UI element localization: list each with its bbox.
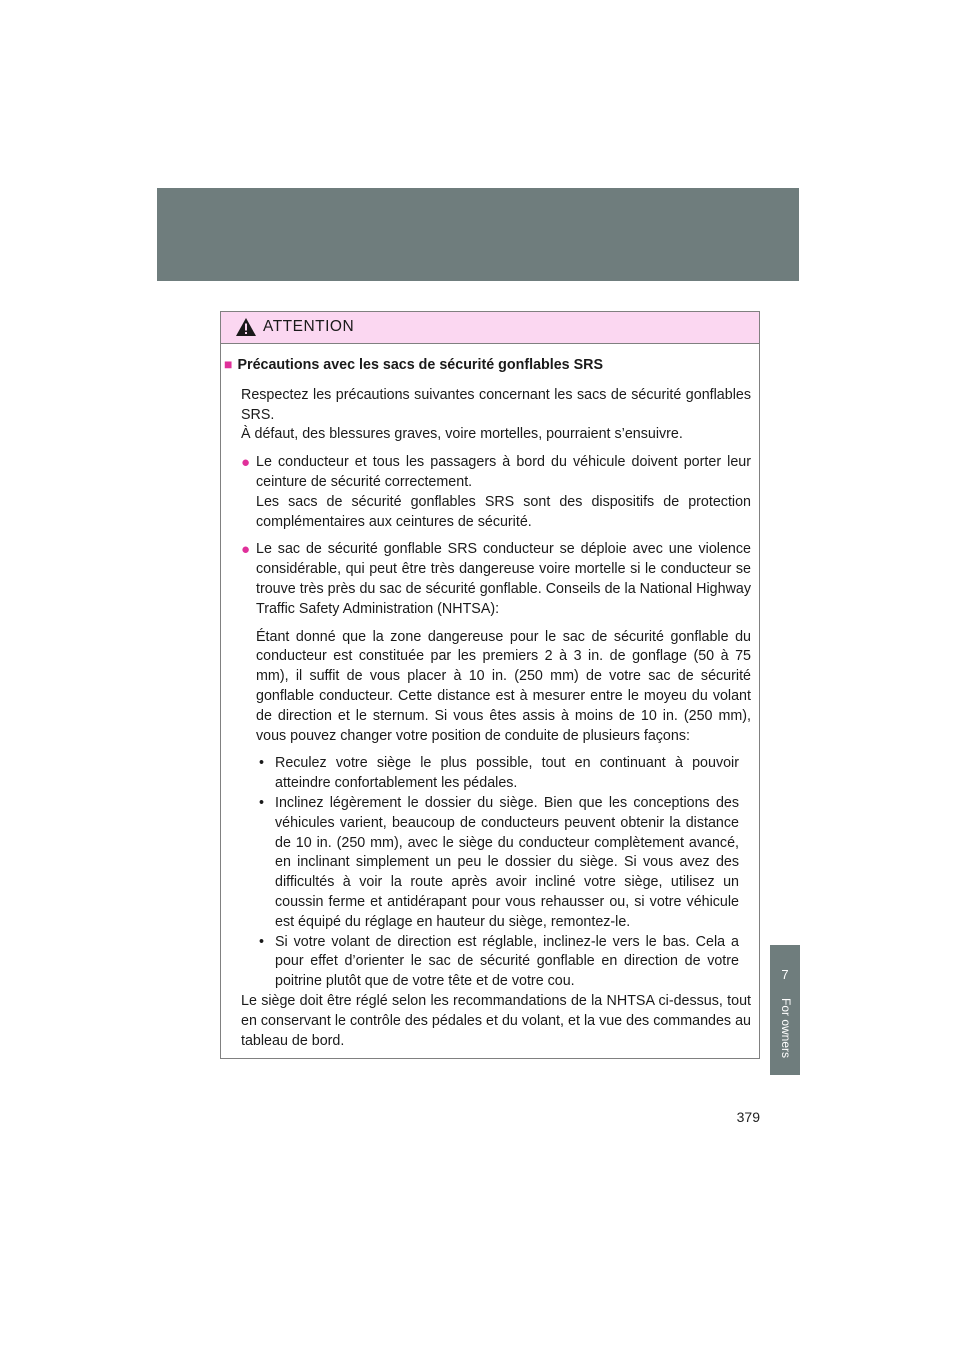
chapter-number: 7 [781,967,789,982]
item-1-line-1: Le conducteur et tous les passagers à bord du véhicule doivent porter leur ceinture de sécurité correctement. [256,454,751,490]
section-heading-text: Précautions avec les sacs de sécurité gonflables SRS [237,357,604,373]
sub-bullet-item [256,754,739,794]
circle-bullet-icon: ● [241,454,251,472]
page-number: 379 [736,1109,760,1125]
bullet-dot: • [259,933,265,950]
square-bullet-icon: ■ [224,356,233,372]
list-item [241,453,751,532]
list-item [241,540,751,992]
sub-bullet-item [256,794,739,933]
sub-bullet-text: Inclinez légèrement le dossier du siège. Bien que les conceptions des véhicules varient, beaucoup de conducteurs peuvent obtenir la distance de 10 in. (250 mm), avec le siège du conducteur complètement avancé, en inclinant simplement un peu le dossier du siège. Si vous avez des difficultés à voir la route après avoir incliné votre siège, utilisez un coussin ferme et antidérapant pour vous rehausser ou, si votre véhicule est équipé du réglage en hauteur du siège, remontez-le. [275,794,739,930]
warning-triangle-icon [235,317,257,337]
intro-line-1: Respectez les précautions suivantes concernant les sacs de sécurité gonflables SRS. [241,386,751,423]
circle-bullet-icon: ● [241,541,251,559]
item-2-line-2: Étant donné que la zone dangereuse pour le sac de sécurité gonflable du conducteur est constituée par les premiers 2 à 3 in. de gonflage (50 à 75 mm), il suffit de vous placer à 10 in. (250 mm) de votre sac de sécurité gonflable conducteur. Cette distance est à mesurer entre le moyeu du volant de direction et le sternum. Si vous êtes assis à moins de 10 in. (250 mm), vous pouvez changer votre position de conduite de plusieurs façons: [256,628,751,744]
intro-paragraph [241,386,751,445]
warning-body [221,344,759,1051]
warning-title: ATTENTION [263,318,355,335]
closing-paragraph: Le siège doit être réglé selon les recommandations de la NHTSA ci-dessus, tout en conservant le contrôle des pédales et du volant, et la vue des commandes au tableau de bord. [241,992,751,1049]
sub-bullet-item [256,933,739,992]
warning-header [221,312,759,344]
item-2-line-1: Le sac de sécurité gonflable SRS conducteur se déploie avec une violence considérable, qui peut être très dangereuse voire mortelle si le conducteur se trouve très près du sac de sécurité gonflable. Conseils de la National Highway Traffic Safety Administration (NHTSA): [256,541,751,617]
chapter-label: For owners [779,998,793,1059]
section-heading [224,355,751,376]
sub-bullet-list [256,754,739,992]
sub-bullet-text: Si votre volant de direction est réglable, inclinez-le vers le bas. Cela a pour effet d’orienter le sac de sécurité gonflable en direction de votre poitrine plutôt que de votre tête et de votre cou. [275,933,739,990]
bullet-dot: • [259,755,265,772]
bullet-dot: • [259,794,265,811]
intro-line-2: À défaut, des blessures graves, voire mortelles, pourraient s’ensuivre. [241,426,683,443]
header-band [157,188,799,281]
item-1-line-2: Les sacs de sécurité gonflables SRS sont des dispositifs de protection complémentaires aux ceintures de sécurité. [256,493,751,530]
sub-bullet-text: Reculez votre siège le plus possible, tout en continuant à pouvoir atteindre confortablement les pédales. [275,755,739,792]
warning-box [220,311,760,1059]
